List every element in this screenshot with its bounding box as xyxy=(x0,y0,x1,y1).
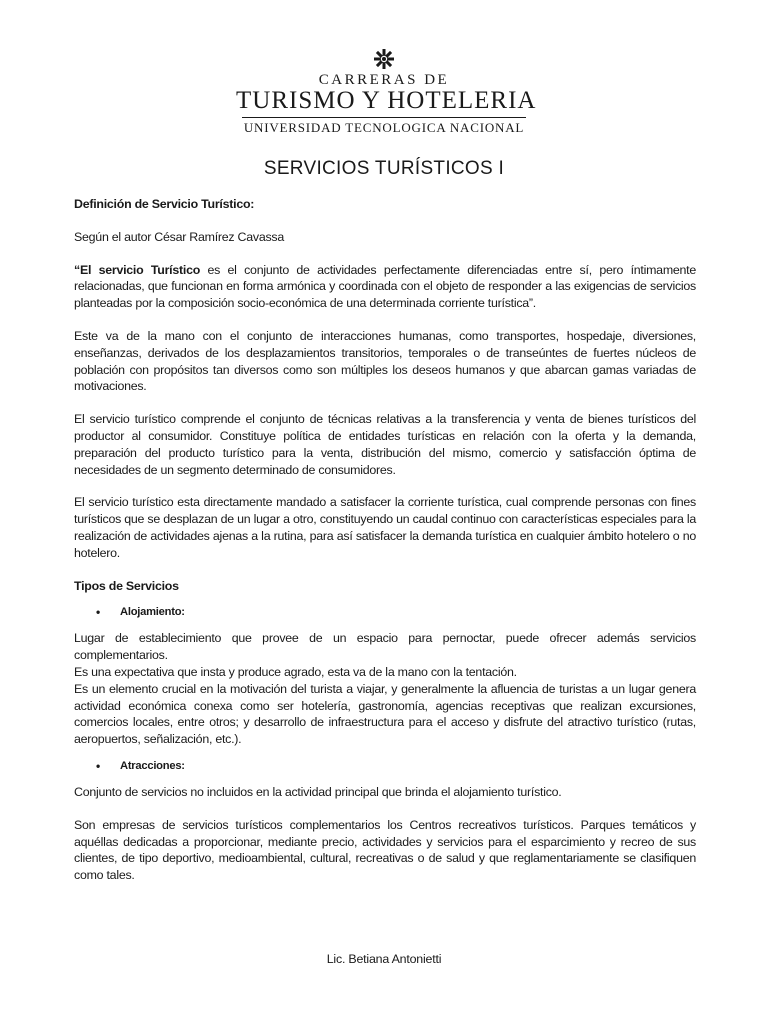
logo-title: TURISMO Y HOTELERIA xyxy=(236,87,537,114)
logo-university: UNIVERSIDAD TECNOLOGICA NACIONAL xyxy=(243,120,525,135)
paragraph-interacciones: Este va de la mano con el conjunto de interacciones humanas, como transportes, hospedaje, diversiones, enseñanzas, derivados de los desplazamientos transitorios, temporales o de transeúntes de fuertes núcleos de población con propósitos tan diversos como son múltiples los deseos humanos y que abarcan gamas variadas de motivaciones. xyxy=(74,328,696,394)
paragraph-alojamiento-3: Es un elemento crucial en la motivación del turista a viajar, y generalmente la afluencia de turistas a un lugar genera actividad económica conexa como ser hotelería, gastronomía, agencias receptivas que realizan excursiones, comercios locales, entre otros; y desarrollo de infraestructura para el acceso y disfrute del atractivo turístico (rutas, aeropuertos, señalización, etc.). xyxy=(74,681,696,747)
paragraph-alojamiento-2: Es una expectativa que insta y produce agrado, esta va de la mano con la tentación. xyxy=(74,664,517,679)
author-line: Según el autor César Ramírez Cavassa xyxy=(74,229,285,244)
definition-bold-term: “El servicio Turístico xyxy=(74,262,201,277)
paragraph-atracciones-1: Conjunto de servicios no incluidos en la actividad principal que brinda el alojamiento turístico. xyxy=(74,784,562,799)
bullet-marker: • xyxy=(96,758,100,773)
logo-divider xyxy=(242,117,526,118)
bullet-label: Alojamiento: xyxy=(120,606,185,619)
definition-text: es el conjunto de actividades perfectamente diferenciadas entre sí, pero íntimamente relacionadas, que funcionan en forma armónica y coordinada con el objeto de responder a las exigencias de servicios planteadas por la composición socio-económica de una determinada corriente turística”. xyxy=(74,262,697,311)
utn-emblem-icon xyxy=(373,48,395,70)
document-body xyxy=(74,196,696,884)
bullet-alojamiento xyxy=(74,604,696,620)
paragraph-corriente: El servicio turístico esta directamente mandado a satisfacer la corriente turística, cual comprende personas con fines turísticos que se desplazan de un lugar a otro, constituyendo un caudal continuo con características especiales para la realización de actividades ajenas a la rutina, para así satisfacer la demanda turística en cualquier ámbito hotelero o no hotelero. xyxy=(74,495,696,560)
paragraph-atracciones-2: Son empresas de servicios turísticos complementarios los Centros recreativos turísticos. Parques temáticos y aquéllas dedicadas a proporcionar, mediante precio, actividades y servicios para el esparcimiento y recreo de sus clientes, de tipo deportivo, medioambiental, cultural, recreativas o de salud y que reglamentariamente se clasifiquen como tales. xyxy=(74,817,696,883)
logo-subtitle: CARRERAS DE xyxy=(318,72,450,88)
definition-paragraph xyxy=(74,262,696,312)
document-title: SERVICIOS TURÍSTICOS I xyxy=(263,158,505,179)
paragraph-alojamiento-1: Lugar de establecimiento que provee de un espacio para pernoctar, puede ofrecer además servicios complementarios. xyxy=(74,631,696,663)
page-footer-author: Lic. Betiana Antonietti xyxy=(326,952,442,966)
paragraph-tecnicas: El servicio turístico comprende el conjunto de técnicas relativas a la transferencia y venta de bienes turísticos del productor al consumidor. Constituye política de entidades turísticas en relación con la oferta y la demanda, preparación del producto turístico para la venta, distribución del mismo, comercio y satisfacción óptima de necesidades de un segmento determinado de consumidores. xyxy=(74,412,696,477)
section-heading-definicion: Definición de Servicio Turístico: xyxy=(74,197,255,211)
bullet-marker: • xyxy=(96,605,100,620)
bullet-label: Atracciones: xyxy=(120,759,185,772)
section-heading-tipos: Tipos de Servicios xyxy=(74,578,179,593)
institution-logo xyxy=(236,48,537,135)
bullet-atracciones xyxy=(74,758,696,774)
